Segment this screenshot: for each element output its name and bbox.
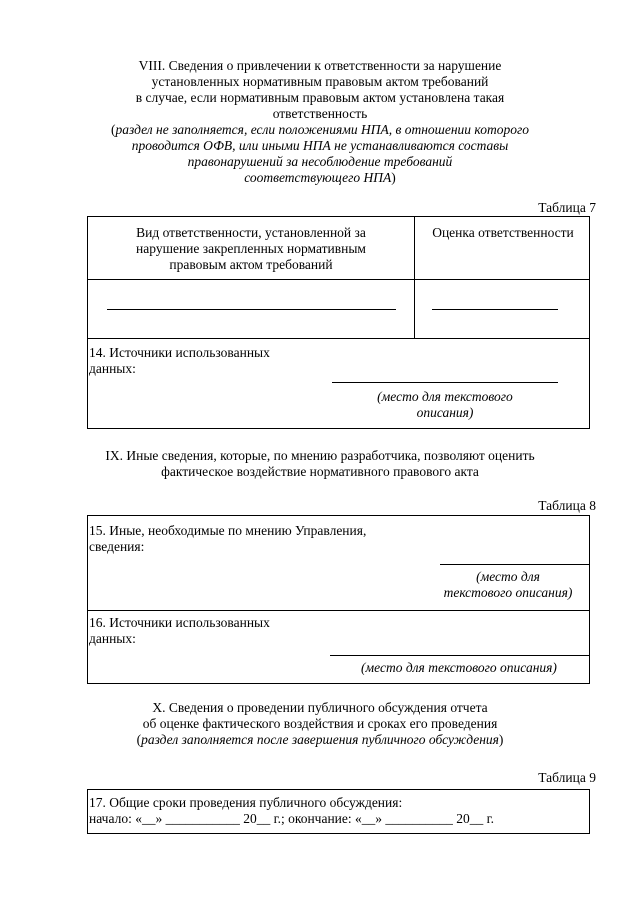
row-16-placeholder: (место для текстового описания) [361, 660, 557, 675]
fill-line[interactable] [432, 309, 558, 310]
section-8-note-line: правонарушений за несоблюдение требований [187, 154, 453, 169]
section-10-heading-line: X. Сведения о проведении публичного обсуждения отчета [152, 700, 488, 715]
table-divider [88, 338, 589, 339]
section-8-heading [60, 58, 580, 186]
section-8-heading-line: ответственность [272, 106, 368, 121]
fill-line[interactable] [107, 309, 396, 310]
placeholder-line: (место для [476, 569, 540, 584]
row-14-placeholder [332, 389, 558, 421]
header-line: нарушение закрепленных нормативным [136, 241, 366, 256]
table-8-label: Таблица 8 [538, 498, 596, 513]
label-line: данных: [89, 631, 136, 646]
paren-close: ) [391, 170, 396, 185]
section-9-heading-line: IX. Иные сведения, которые, по мнению разработчика, позволяют оценить [105, 448, 535, 463]
paren-open: ( [136, 732, 142, 747]
section-9-heading-line: фактическое воздействие нормативного правового акта [161, 464, 479, 479]
section-8-note-line [60, 170, 580, 186]
label-line: сведения: [89, 539, 145, 554]
section-8-heading-line: установленных нормативным правовым актом требований [151, 74, 489, 89]
header-line: правовым актом требований [169, 257, 333, 272]
label-line: 16. Источники использованных [89, 615, 270, 630]
section-10-note-text: раздел заполняется после завершения публичного обсуждения [141, 732, 499, 747]
section-8-note-text: соответствующего НПА [244, 170, 392, 185]
table-divider [414, 217, 415, 338]
table-7-col1-header [92, 225, 410, 273]
placeholder-line: (место для текстового [377, 389, 513, 404]
table-7 [87, 216, 590, 429]
paren-close: ) [498, 732, 504, 747]
section-8-note-line: проводится ОФВ, или иными НПА не устанавливаются составы [131, 138, 509, 153]
row-16-label [89, 615, 349, 647]
row-17 [89, 795, 587, 827]
table-8 [87, 515, 590, 684]
section-10-note-line [60, 732, 580, 748]
section-10-heading [60, 700, 580, 748]
label-line: 15. Иные, необходимые по мнению Управления, [89, 523, 367, 538]
paren-open: ( [111, 122, 116, 137]
row-15-placeholder [428, 569, 588, 601]
row-15-label [89, 523, 429, 555]
table-9 [87, 789, 590, 834]
table-7-label: Таблица 7 [538, 200, 596, 215]
fill-line[interactable] [440, 564, 590, 565]
section-9-heading [40, 448, 600, 480]
row-17-dates[interactable]: начало: «__» ___________ 20__ г.; окончание: «__» __________ 20__ г. [89, 811, 495, 826]
table-divider [88, 279, 589, 280]
section-8-note-line [60, 122, 580, 138]
label-line: 14. Источники использованных [89, 345, 270, 360]
section-8-heading-line: VIII. Сведения о привлечении к ответственности за нарушение [138, 58, 502, 73]
placeholder-line: описания) [416, 405, 474, 420]
fill-line[interactable] [332, 382, 558, 383]
placeholder-line: текстового описания) [443, 585, 573, 600]
table-9-label: Таблица 9 [538, 770, 596, 785]
section-10-heading-line: об оценке фактического воздействия и сроках его проведения [142, 716, 498, 731]
section-8-note-text: раздел не заполняется, если положениями НПА, в отношении которого [115, 122, 529, 137]
header-line: Вид ответственности, установленной за [136, 225, 366, 240]
row-14-label [89, 345, 349, 377]
section-8-heading-line: в случае, если нормативным правовым актом установлена такая [135, 90, 505, 105]
fill-line[interactable] [330, 655, 590, 656]
table-divider [88, 610, 589, 611]
row-17-label: 17. Общие сроки проведения публичного обсуждения: [89, 795, 403, 810]
label-line: данных: [89, 361, 136, 376]
table-7-col2-header: Оценка ответственности [432, 225, 574, 240]
